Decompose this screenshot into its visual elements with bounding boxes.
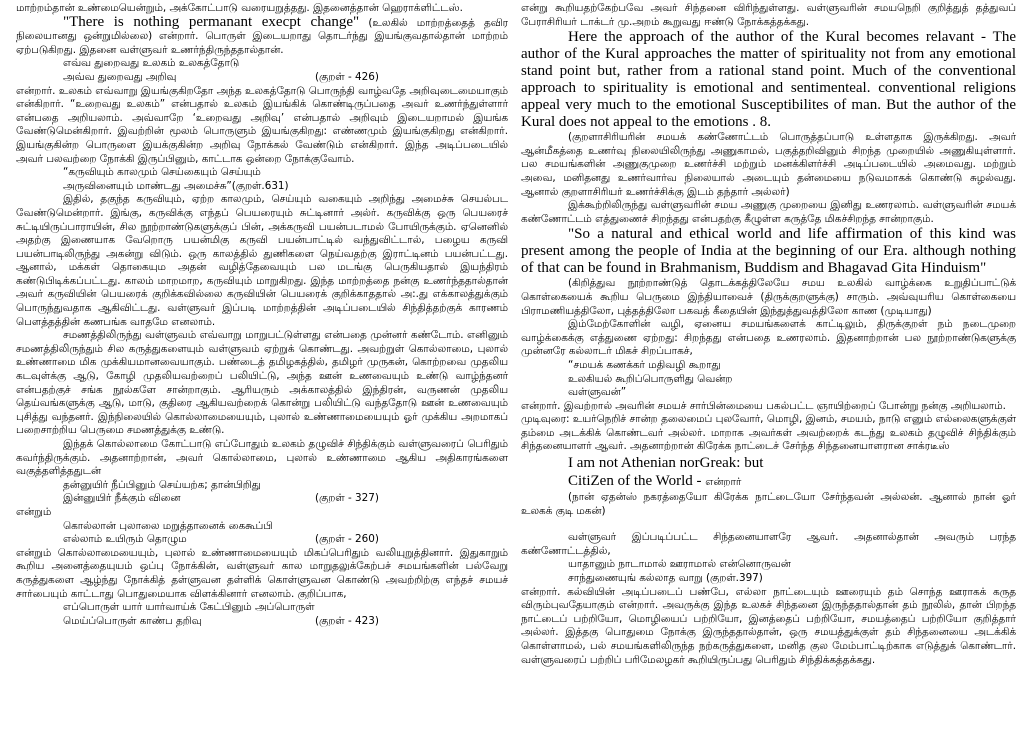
kural-verse xyxy=(16,520,508,547)
paragraph: என்றார். இவற்றால் அவரின் சமயச் சார்பின்மையை பகல்பட்ட ஞாயிற்றைப் போன்று நன்கு அறியலாம். xyxy=(521,399,1006,412)
paragraph: என்றும் xyxy=(16,505,52,518)
verse-line xyxy=(63,166,508,180)
verse-line xyxy=(63,533,508,547)
paragraph: என்றார். கல்வியின் அடிப்படைப் பண்பே, எல்லா நாட்டையும் ஊரையும் தம் சொந்த ஊராகக் கருத விரும்புவதேயாகும் என்றார். அவருக்கு இந்த உலகச் சிந்தனை இருந்ததால்தான் தம் நூலில், தான் பிறந்த நாட்டைப் பற்றியோ, மொழியைப் பற்றியோ, இனத்தைப் பற்றியோ, சமயத்தைப் பற்றியோ குறித்தார் அல்லர். இத்தகு பொதுமை நோக்கு இருந்ததால்தான், ஒரு சமயத்துக்குள் தம் சிந்தனையை அடக்கிக் கொள்ளாமல், பல் சமயங்களிலிருந்த நற்கருத்துகளை, மனித குல மேம்பாட்டிற்காக எடுத்துக் கொண்டார். வள்ளுவரைப் பற்றிப் பரிமேலழகர் கூறியிருப்பது பெரிதும் சிந்திக்கத்தக்கது. xyxy=(521,585,1016,666)
kural-reference: (குறள் - 260) xyxy=(315,533,379,546)
paragraph: என்றும் கொல்லாமையையும், புலால் உண்ணாமையையும் மிகப்பெரிதும் வலியுறுத்தினார். இதுகாறும் கூறிய அனைத்தையுயம் ஒப்பு நோக்கின், வள்ளுவர் கால மாறுதலுக்கேற்பச் சமயங்களின் பல்வேறு கருத்துகளை ஆழ்ந்து நோக்கித் தள்ளுவன தள்ளிக் கொள்ளுவன கொண்டு அவற்றிற்கு எந்தச் சமயச் சார்பையும் காட்டாது பொதுமையாக விளக்கினார் எனலாம். குறிப்பாக, xyxy=(16,546,508,600)
verse-text: தன்னுயிர் நீப்பினும் செய்யற்க; தான்பிறிது xyxy=(63,478,261,491)
kural-verse xyxy=(521,454,1016,491)
paragraph: முடிவுரை: உயர்நெறிச் சான்ற தலைமைப் புலவோர், மொழி, இனம், சமயம், நாடு எனும் எல்லைகளுக்குள் தம்மை அடக்கிக் கொண்டவர் அல்லர். மாறாக அவர்கள் அவற்றைக் கடந்து உலகம் தழுவிச் சிந்திக்கும் சிந்தனையாளர் ஆவர். அதனாற்றான் கிரேக்க நாட்டைச் சேர்ந்த சிந்தனையாளரான சாக்ரடீஸ் xyxy=(521,413,1016,453)
verse-line xyxy=(568,472,1016,491)
paragraph: என்றார். உலகம் எவ்வாறு இயங்குகிறதோ அந்த உலகத்தோடு பொருந்தி வாழ்வதே அறிவுடைமையாகும் என்கிறார். “உறைவது உலகம்” என்பதால் உலகம் இயங்கிக் கொண்டிருப்பதை அவர் உணர்ந்துள்ளார் என்பதை அறியலாம். அவ்வாறே ‘உறைவது அறிவு’ என்பதால் அறிவும் இடையறாமல் இயங்க வேண்டுமென்கிறார். இவற்றின் மூலம் பொருளும் இயங்குகிறது: எண்ணமும் இயங்குகிறது என்கிறார். இயங்குகின்ற பொருளை இயக்குகின்ற அறிவு நோக்கல் வேண்டும் என்கிறார். இந்த அடிப்படையில் அவர் பலவற்றை நோக்கி இருப்பினும், காட்டாக ஒன்றை நோக்குவோம். xyxy=(16,84,508,165)
paragraph: இம்மேற்கோளின் வழி, ஏனைய சமயங்களைக் காட்டிலும், திருக்குறள் நம் நடைமுறை வாழ்க்கைக்கு எத்துணை ஏற்றது: சிறந்தது என்பதை உணரலாம். இதனாற்றான் பல நூற்றாண்டுகளுக்கு முன்னரே கல்லாடர் மிகச் சிறப்பாகச், xyxy=(521,318,1016,358)
right-column xyxy=(521,2,1016,667)
verse-line xyxy=(568,454,1016,472)
paragraph: சமணத்திலிருந்து வள்ளுவம் எவ்வாறு மாறுபட்டுள்ளது என்பதை முன்னர் கண்டோம். எனினும் சமணத்திலிருந்தும் சில கருத்துகளையும் வள்ளுவம் ஏற்றுக் கொண்டது. அவற்றுள் கொல்லாமை, புலால் உண்ணாமை மிக முக்கியமானவையாகும். பண்டைத் தமிழகத்தில், தமிழர் முருகன், கொற்றவை முதலிய கடவுள்க்கு ஆடு, கோழி முதலியவற்றைப் பலியிட்டு, அந்த ஊன் உணவையும் உண்டு வாழ்ந்தனர் என்பதற்குச் சங்க நூல்களே சான்றாகும். ஆரியரும் அக்காலத்தில் இந்திரன், வருணன் முதலிய தெய்வங்களுக்கு ஆடு, மாடு, குதிரை ஆகியவற்றைக் கொன்று பலியிட்டு வந்ததோடு ஊன் உணவையும் புசித்து வந்தனர். இந்நிலையில் கொல்லாமையையும், புலால் உண்ணாமையையும் ஓர் முக்கிய அறமாகப் பறைசாற்றிய பெருமை சமணத்துக்கு உண்டு. xyxy=(16,329,508,437)
english-quote: "So a natural and ethical world and life affirmation of this kind was present among the people of India at the beginning of our Era. although nothing of that can be found in Brahmanism, Buddism and Bhagavad Gita Hinduism" xyxy=(521,226,1016,277)
blank-line xyxy=(521,518,1016,531)
kural-reference: (குறள் - 426) xyxy=(315,70,379,83)
quote-paragraph xyxy=(16,13,508,58)
kural-verse xyxy=(16,601,508,628)
verse-text: எப்பொருள் யார் யார்வாய்க் கேட்பினும் அப்பொருள் xyxy=(63,601,315,614)
verse-line xyxy=(63,492,508,506)
paragraph: (நான் ஏதன்ஸ் நகரத்தையோ கிரேக்க நாட்டையோ சேர்ந்தவன் அல்லன். ஆனால் நான் ஓர் உலகக் குடி மகன்) xyxy=(521,491,1016,517)
verse-line xyxy=(568,572,1016,586)
paragraph: இந்தக் கொல்லாமை கோட்பாடு எப்போதும் உலகம் தழுவிச் சிந்திக்கும் வள்ளுவரைப் பெரிதும் கவர்ந்திருக்கும். அதனாற்றான், அவர் கொல்லாமை, புலால் உண்ணாமை ஆகிய அதிகாரங்களை வகுத்தளித்ததுடன் xyxy=(16,438,508,478)
verse-text: “சமயக் கணக்கர் மதிவழி கூறாது xyxy=(568,358,721,371)
verse-text: உலகியல் கூறிப்பொருளிது வென்ற xyxy=(568,372,733,385)
kural-verse xyxy=(16,479,508,506)
paragraph: வள்ளுவர் இப்படிப்பட்ட சிந்தனையாளரே ஆவர். அதனால்தான் அவரும் பரந்த கண்ணோட்டத்தில், xyxy=(521,531,1016,557)
verse-text: இன்னுயிர் நீக்கும் வினை xyxy=(63,492,181,505)
verse-line xyxy=(568,558,1016,572)
verse-line xyxy=(63,520,508,534)
verse-text: யாதானும் நாடாமால் ஊராமால் என்னொருவன் xyxy=(568,558,791,571)
paragraph: இதில், தகுந்த கருவியும், ஏற்ற காலமும், செய்யும் வகையும் அறிந்து அமைச்சு செயல்பட வேண்டுமென்றார். இங்கு, கருவிக்கு எந்தப் பெயரையும் சுட்டினார் அல்ர். கருவிக்கு ஒரு பெயரைச் சுட்டியிருப்பாராயின், சில நூற்றாண்டுகளுக்குப் பின், அக்கருவி பயன்படாமல் போயிருக்கும். ஏனெனில் அதற்கு இணையாக வேறொரு பயன்மிகு கருவி பயன்பாட்டில் வந்துவிட்டால், பழைய கருவி பயன்பாடிலிருந்து அகன்று விடும். ஒரு காலத்தில் துணிகளை நெய்வதற்கு இராட்டினம் பயன்பட்டது. ஆனால், மக்கள் தொகையும அதன் வழித்தேவையும் பல மடங்கு பெருகியதால் இயந்திரம் கண்டுபிடிக்கப்பட்டது. காலம் மாறமாற, கருவியும் மாறுகிறது. இந்த மாற்றத்தை நன்கு உணர்ந்ததால்தான் அவர் கருவியின் பெயரைக் குறிக்கவில்லை கருவியின் பெயரைக் குறிக்காததால் அ:.து எக்காலத்துக்கும் பொருந்துவதாக ஆகிவிட்டது. வள்ளுவர் இப்படி மாற்றத்தின் அடிப்படையில் சிந்தித்தற்குக் காரணம் பௌத்தத்தின் கணபங்க வாதமே எனலாம். xyxy=(16,193,508,328)
verse-text: CitiZen of the World - xyxy=(568,473,706,490)
verse-line xyxy=(63,479,508,493)
verse-text: எல்லாம் உயிரும் தொழும xyxy=(63,533,187,546)
kural-verse xyxy=(521,558,1016,585)
verse-line xyxy=(568,386,1016,400)
kural-reference: (குறள் - 423) xyxy=(315,614,379,627)
paragraph: என்று கூறியதற்கேற்பவே அவர் சிந்தனை விரிந்துள்ளது. வள்ளுவரின் சமயநெறி குறித்துத் தத்துவப் பேராசிரியர் டாக்டர் மு.அறம் கூறுவது ஈண்டு நோக்கத்தக்கது. xyxy=(521,2,1016,28)
verse-text: எவ்வ துறைவது உலகம் உலகத்தோடு xyxy=(63,57,240,70)
english-quote: "There is nothing permanant execpt change" xyxy=(63,13,360,30)
paragraph: (குறளாசிரியரின் சமயக் கண்ணோட்டம் பொருத்தப்பாடு உள்ளதாக இருக்கிறது. அவர் ஆன்மீகத்தை உணர்வு நிலையிலிருந்து அணுகாமல், பகுத்தறிவினும் சிறந்த முறையில் அணுகியுள்ளார். பல சமயங்களின் அணுகுமுறை உணர்ச்சி மற்றும் மனக்கிளர்ச்சி அடிப்படையில் அமைவது. மற்றும் அவை, மனிதனது உணர்வார்வ நிலையால் அடையும் தன்மையை நடுவமாகக் கொண்டு சுழல்வது. ஆனால் குறளாசிரியர் உணர்ச்சிக்கு இடம் தந்தார் அல்லர்) xyxy=(521,131,1016,198)
english-quote: Here the approach of the author of the Kural becomes relavant - The author of the Kural approaches the matter of spirituality not from any emotional stand point but, rather from a rational stand point. Much of the conventional approach to spirituality is emotional and sentimenteal. conventional religions appeal very much to the emotional Susceptibilites of man. But the author of the Kural does not appeal to the emotions . 8. xyxy=(521,29,1016,131)
left-column xyxy=(16,2,508,628)
tamil-translation: (உலகில் மாற்றத்தைத் தவிர நிலையானது ஒன்றுமில்லை) என்றார். பொருள் இடையறாது தொடர்ந்து இயங்குவதால்தான் மாற்றம் ஏற்படுகிறது. இதனை வள்ளுவர் உணர்ந்திருந்ததால்தான். xyxy=(16,16,508,56)
verse-line xyxy=(63,601,508,615)
verse-line xyxy=(63,71,508,85)
paragraph: (கிறித்துவ நூற்றாண்டுத் தொடக்கத்திலேயே சமய உலகில் வாழ்க்கை உறுதிப்பாட்டுக் கொள்கையைக் கூறிய பெருமை இந்தியாவைச் (திருக்குறளுக்கு) சாரும். அவ்வுயரிய கொள்கையை பிராமணியத்திலோ, புத்தத்திலோ பகவத் கீதையின் இந்துத்துவத்திலோ காண (முடியாது) xyxy=(521,277,1016,317)
verse-text: கொல்லான் புலாலை மறுத்தானைக் கைகூப்பி xyxy=(63,519,273,532)
verse-text: மெய்ப்பொருள் காண்ப தறிவு xyxy=(63,614,202,627)
kural-verse xyxy=(521,359,1016,400)
verse-line xyxy=(63,57,508,71)
verse-text: வள்ளுவன்” xyxy=(568,386,627,399)
verse-line xyxy=(568,373,1016,387)
verse-line xyxy=(63,615,508,629)
verse-suffix: என்றார் xyxy=(705,476,742,489)
paragraph: மாற்றம்தான் உண்மையென்றும், அக்கோட்பாடு வரையறுத்தது. இதனைத்தான் ஹெராக்ளிட்டஸ். xyxy=(16,2,463,14)
kural-verse xyxy=(16,166,508,193)
verse-text: அருவினையும் மாண்டது அமைச்சு”(குறள்.631) xyxy=(63,179,289,192)
verse-text: I am not Athenian norGreak: but xyxy=(568,455,764,472)
verse-text: சாந்துணையுங் கல்லாத வாறு (குறள்.397) xyxy=(568,572,763,585)
kural-reference: (குறள் - 327) xyxy=(315,492,379,505)
paragraph: இக்கூற்றிலிருந்து வள்ளுவரின் சமய அணுகு முறையை இனிது உணரலாம். வள்ளுவரின் சமயக் கண்ணோட்டம் எத்துணைச் சிறந்தது என்பதற்கு கீழுள்ள கருத்தே மிகச்சிறந்த சான்றாகும். xyxy=(521,199,1016,225)
verse-text: அவ்வ துறைவது அறிவு xyxy=(63,70,177,83)
kural-verse xyxy=(16,57,508,84)
verse-line xyxy=(568,359,1016,373)
verse-line xyxy=(63,180,508,194)
verse-text: “கருவியும் காலமும் செய்கையும் செய்யும் xyxy=(63,166,261,179)
